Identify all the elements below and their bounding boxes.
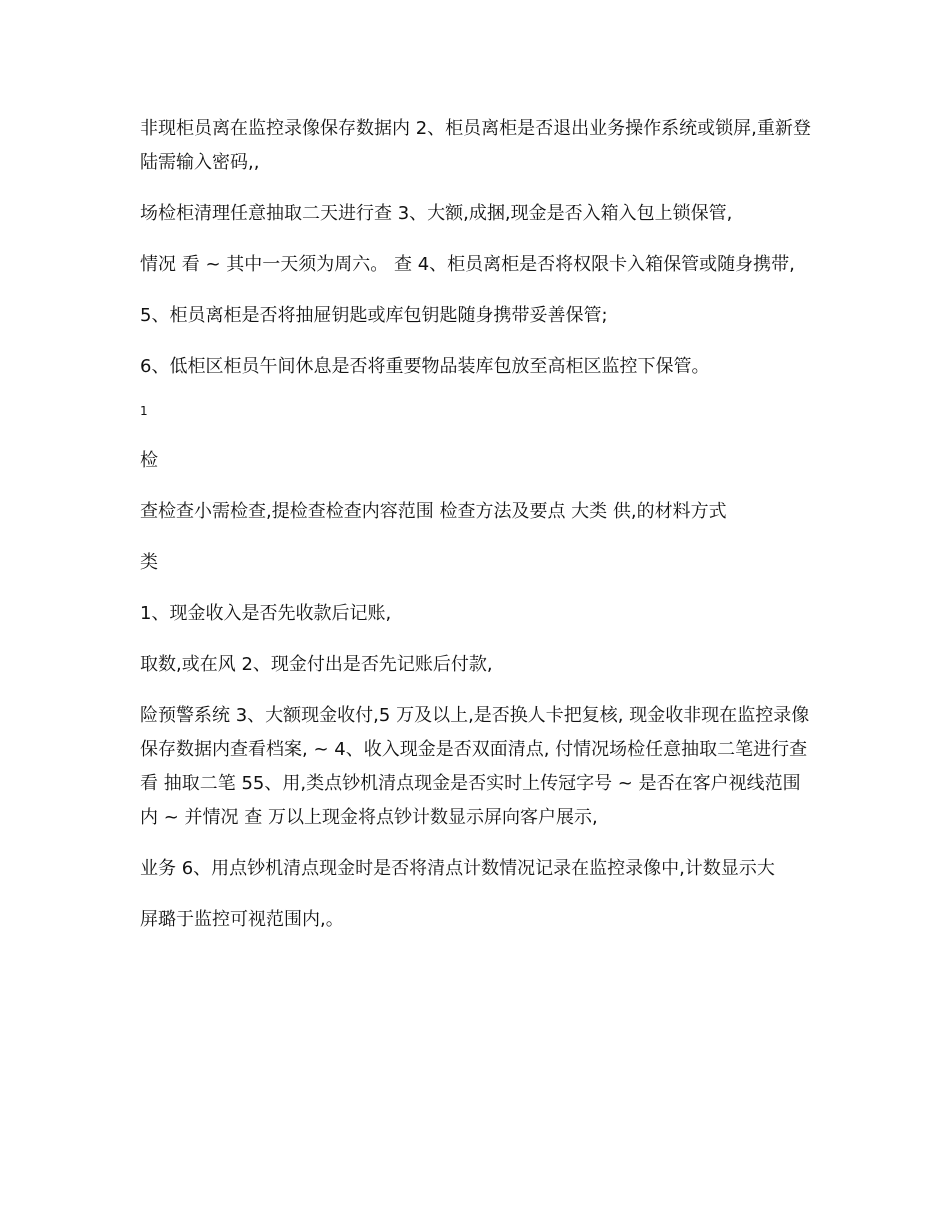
paragraph-12: 业务 6、用点钞机清点现金时是否将清点计数情况记录在监控录像中,计数显示大: [140, 858, 775, 879]
paragraph-2: 场检柜清理任意抽取二天进行查 3、大额,成捆,现金是否入箱入包上锁保管,: [140, 203, 733, 224]
paragraph-13: 屏璐于监控可视范围内,。: [140, 909, 344, 930]
paragraph-10: 取数,或在风 2、现金付出是否先记账后付款,: [140, 654, 493, 675]
paragraph-9: 1、现金收入是否先收款后记账,: [140, 603, 392, 624]
paragraph-6: 检: [140, 450, 158, 471]
paragraph-5: 6、低柜区柜员午间休息是否将重要物品装库包放至高柜区监控下保管。: [140, 356, 710, 377]
document-body: [140, 112, 812, 954]
paragraph-8: 类: [140, 552, 158, 573]
page-number: 1: [140, 404, 148, 418]
paragraph-7: 查检查小需检查,提检查检查内容范围 检查方法及要点 大类 供,的材料方式: [140, 501, 727, 522]
paragraph-3: 情况 看 ~ 其中一天须为周六。 查 4、柜员离柜是否将权限卡入箱保管或随身携带,: [140, 254, 795, 275]
paragraph-11: 险预警系统 3、大额现金收付,5 万及以上,是否换人卡把复核, 现金收非现在监控录像保存数据内查看档案, ~ 4、收入现金是否双面清点, 付情况场检任意抽取二笔进行查看 抽取二笔 55、用,类点钞机清点现金是否实时上传冠字号 ~ 是否在客户视线范围内 ~ 并情况 查 万以上现金将点钞计数显示屏向客户展示,: [140, 705, 810, 828]
paragraph-1: 非现柜员离在监控录像保存数据内 2、柜员离柜是否退出业务操作系统或锁屏,重新登陆需输入密码,,: [140, 118, 811, 173]
paragraph-4: 5、柜员离柜是否将抽屉钥匙或库包钥匙随身携带妥善保管;: [140, 305, 608, 326]
